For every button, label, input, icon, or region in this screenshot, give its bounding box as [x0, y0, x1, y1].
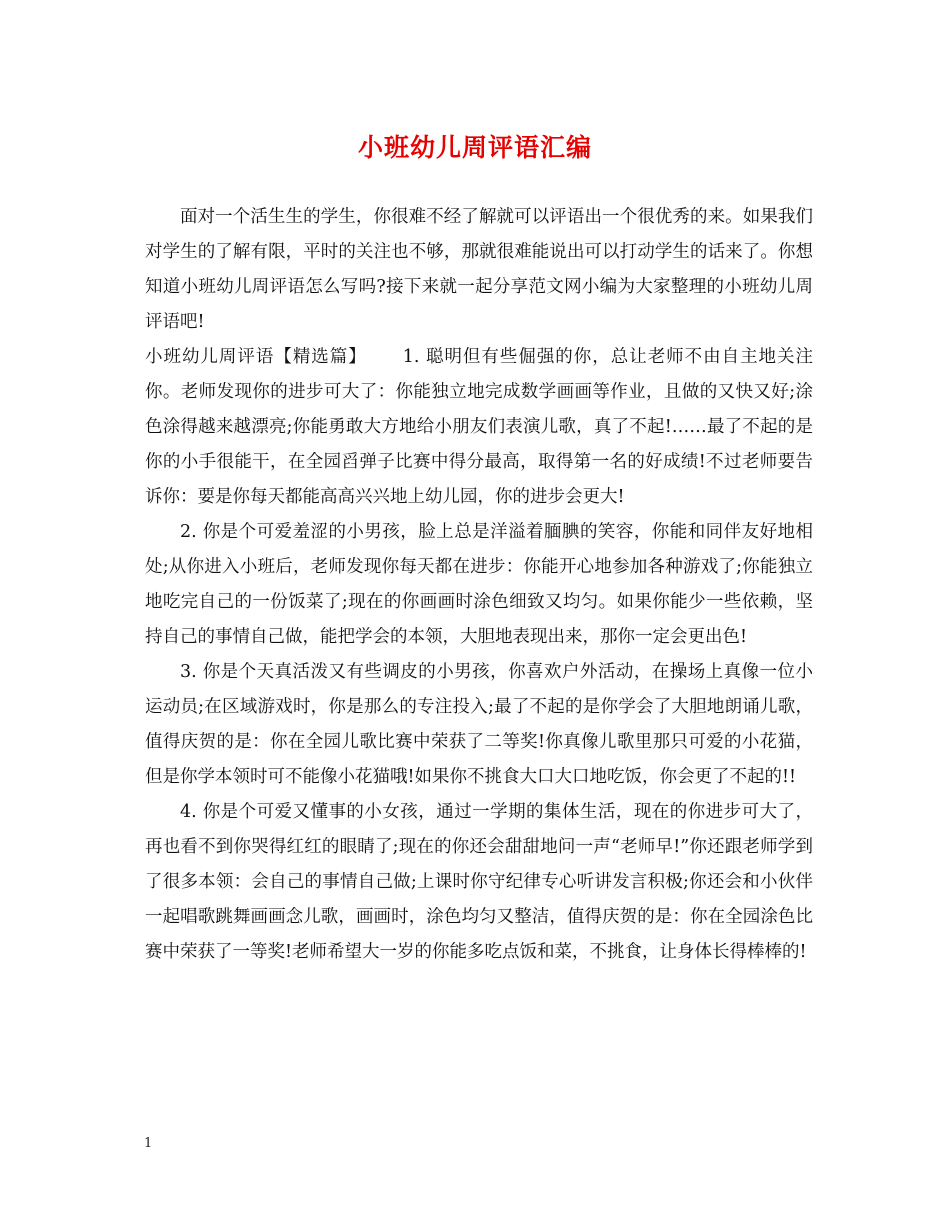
comment-item-4: 4. 你是个可爱又懂事的小女孩，通过一学期的集体生活，现在的你进步可大了，再也看不到你哭得红红的眼睛了;现在的你还会甜甜地问一声“老师早!”你还跟老师学到了很多本领：会自己的事情自己做;上课时你守纪律专心听讲发言积极;你还会和小伙伴一起唱歌跳舞画画念儿歌，画画时，涂色均匀又整洁，值得庆贺的是：你在全园涂色比赛中荣获了一等奖!老师希望大一岁的你能多吃点饭和菜，不挑食，让身体长得棒棒的! — [145, 802, 813, 962]
intro-paragraph: 面对一个活生生的学生，你很难不经了解就可以评语出一个很优秀的来。如果我们对学生的了解有限，平时的关注也不够，那就很难能说出可以打动学生的话来了。你想知道小班幼儿周评语怎么写吗?接下来就一起分享范文网小编为大家整理的小班幼儿周评语吧! — [145, 207, 813, 332]
document-body — [145, 200, 813, 970]
comment-item-1: 1. 聪明但有些倔强的你，总让老师不由自主地关注你。老师发现你的进步可大了：你能独立地完成数学画画等作业，且做的又快又好;涂色涂得越来越漂亮;你能勇敢大方地给小朋友们表演儿歌，真了不起!……最了不起的是你的小手很能干，在全园舀弹子比赛中得分最高，取得第一名的好成绩!不过老师要告诉你：要是你每天都能高高兴兴地上幼儿园，你的进步会更大! — [145, 347, 814, 507]
section-heading: 小班幼儿周评语【精选篇】 — [145, 347, 367, 367]
comment-item-3: 3. 你是个天真活泼又有些调皮的小男孩，你喜欢户外活动，在操场上真像一位小运动员;在区域游戏时，你是那么的专注投入;最了不起的是你学会了大胆地朗诵儿歌，值得庆贺的是：你在全园儿歌比赛中荣获了二等奖!你真像儿歌里那只可爱的小花猫，但是你学本领时可不能像小花猫哦!如果你不挑食大口大口地吃饭，你会更了不起的!! — [145, 662, 813, 787]
comment-item-2: 2. 你是个可爱羞涩的小男孩，脸上总是洋溢着腼腆的笑容，你能和同伴友好地相处;从你进入小班后，老师发现你每天都在进步：你能开心地参加各种游戏了;你能独立地吃完自己的一份饭菜了;现在的你画画时涂色细致又均匀。如果你能少一些依赖，坚持自己的事情自己做，能把学会的本领，大胆地表现出来，那你一定会更出色! — [145, 522, 813, 647]
page-number: 1 — [144, 1136, 153, 1151]
document-title: 小班幼儿周评语汇编 — [357, 133, 592, 162]
section-paragraph-1 — [145, 340, 813, 515]
